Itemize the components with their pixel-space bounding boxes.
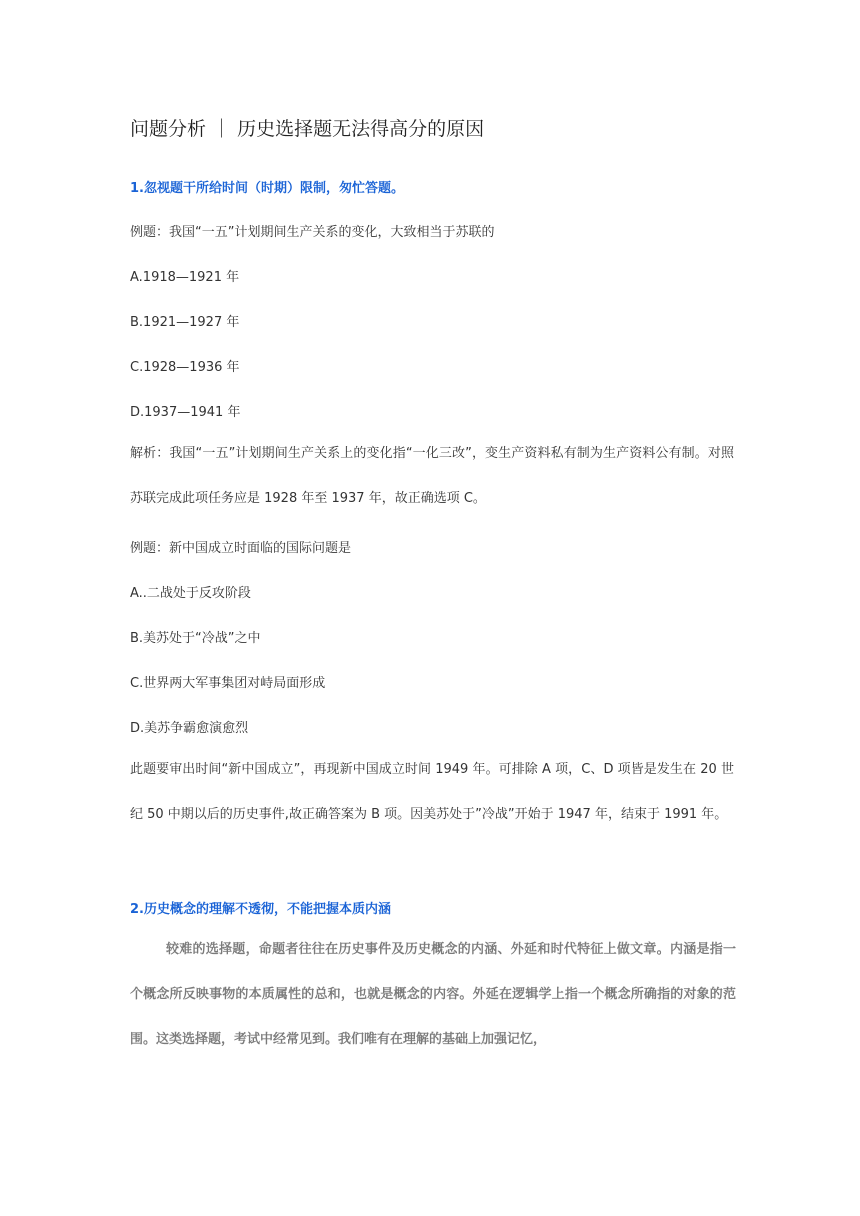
page-title: 问题分析 ｜ 历史选择题无法得高分的原因 [130,118,485,140]
section-heading-1: 1.忽视题干所给时间（时期）限制，匆忙答题。 [130,181,404,196]
example-question-2: 例题：新中国成立时面临的国际问题是 [130,541,352,556]
example1-option-b: B.1921—1927 年 [130,315,240,330]
example-question-1: 例题：我国“一五”计划期间生产关系的变化，大致相当于苏联的 [130,225,495,240]
example2-option-a: A..二战处于反攻阶段 [130,586,251,601]
section2-body: 较难的选择题，命题者往往在历史事件及历史概念的内涵、外延和时代特征上做文章。内涵是指一个概念所反映事物的本质属性的总和，也就是概念的内容。外延在逻辑学上指一个概念所确指的对象的范围。这类选择题，考试中经常见到。我们唯有在理解的基础上加强记忆， [130,942,736,1047]
example2-analysis: 此题要审出时间“新中国成立”，再现新中国成立时间 1949 年。可排除 A 项，C、D 项皆是发生在 20 世纪 50 中期以后的历史事件,故正确答案为 B 项。因美苏处于”冷战”开始于 1947 年，结束于 1991 年。 [130,762,734,822]
example1-analysis: 解析：我国“一五”计划期间生产关系上的变化指“一化三改”，变生产资料私有制为生产资料公有制。对照苏联完成此项任务应是 1928 年至 1937 年，故正确选项 C。 [130,446,734,506]
example1-option-a: A.1918—1921 年 [130,270,240,285]
section-heading-2: 2.历史概念的理解不透彻，不能把握本质内涵 [130,902,391,917]
example2-option-c: C.世界两大军事集团对峙局面形成 [130,676,326,691]
example2-option-d: D.美苏争霸愈演愈烈 [130,721,249,736]
example1-option-d: D.1937—1941 年 [130,405,241,420]
example2-option-b: B.美苏处于“冷战”之中 [130,631,261,646]
example1-option-c: C.1928—1936 年 [130,360,240,375]
